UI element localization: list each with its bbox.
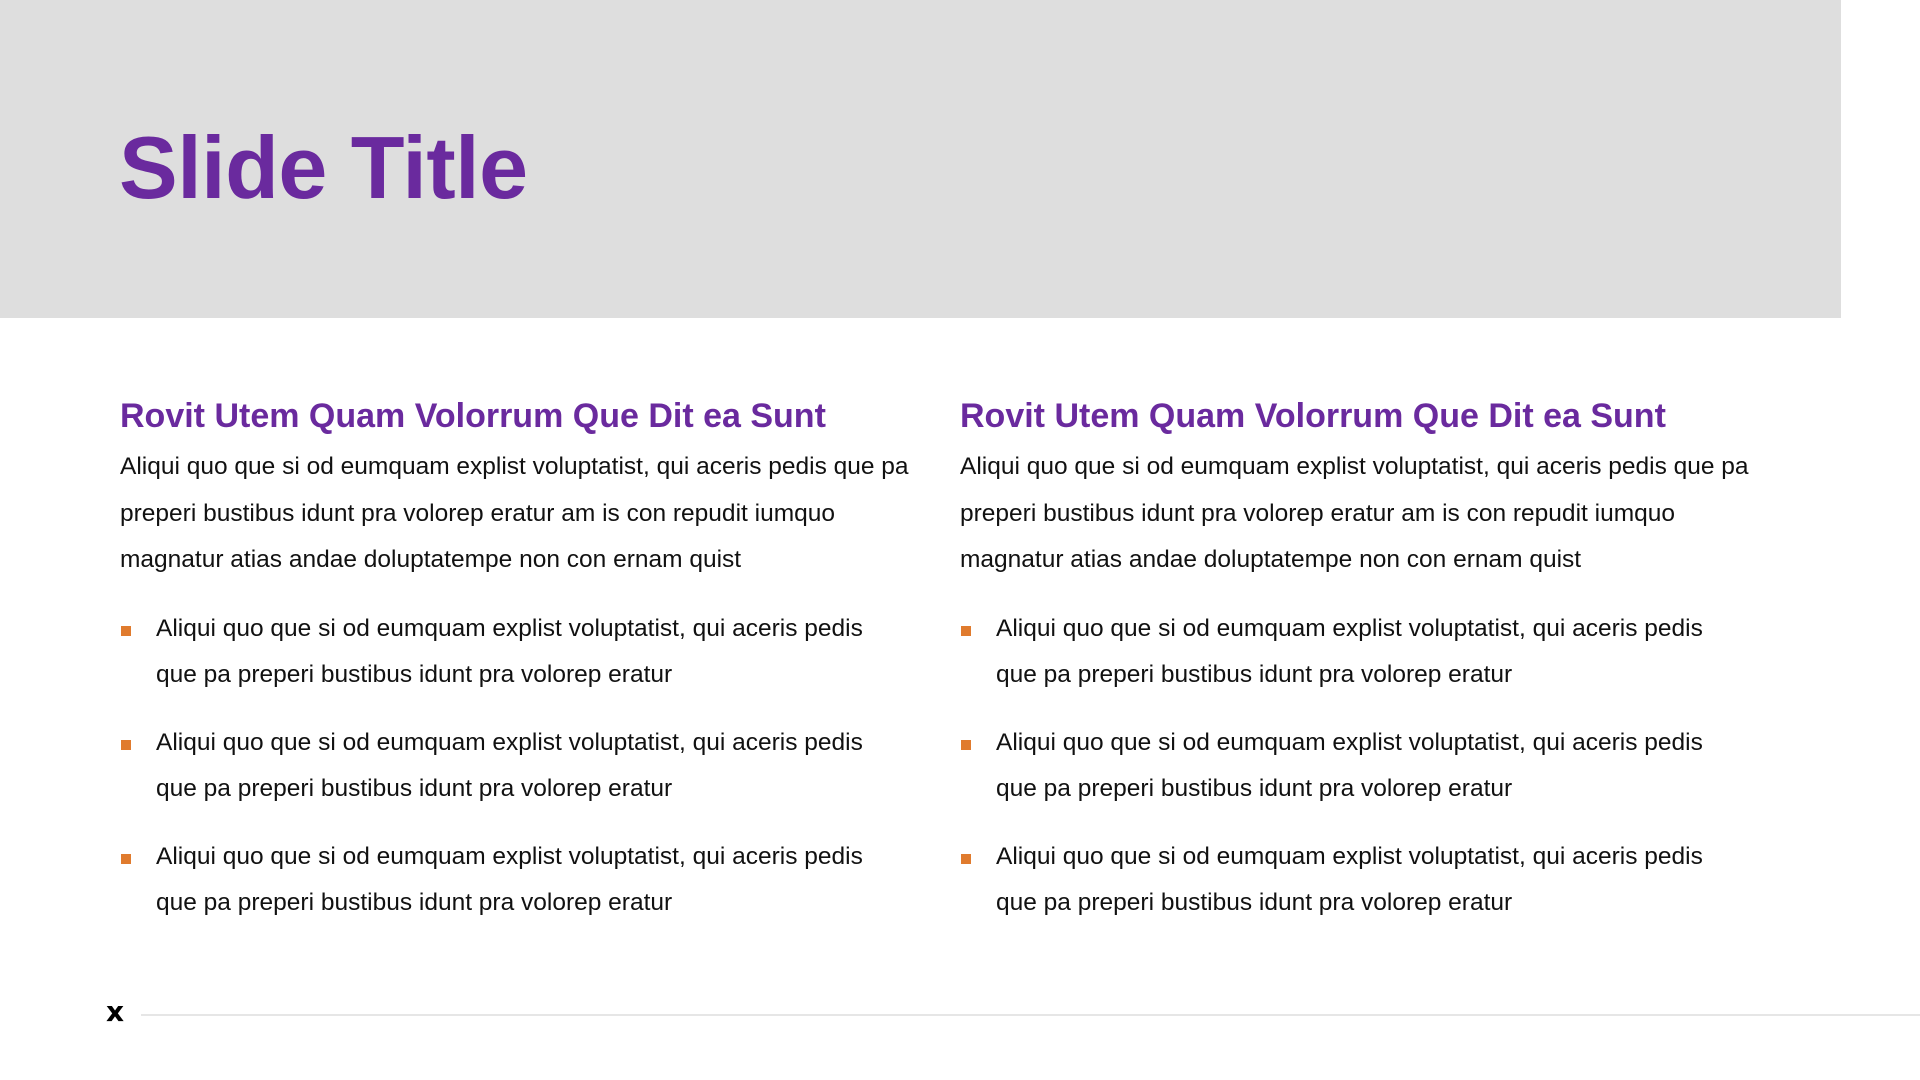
bullet-item bbox=[120, 834, 896, 926]
square-bullet-icon bbox=[961, 854, 971, 864]
x-mark-icon: x bbox=[106, 995, 125, 1028]
slide-title: Slide Title bbox=[119, 118, 528, 217]
column-paragraph: Aliqui quo que si od eumquam explist voluptatist, qui aceris pedis que pa preperi bustibus idunt pra volorep eratur am is con repudit iumquo magnatur atias andae doluptatempe non con ernam quist bbox=[120, 453, 909, 573]
bullet-text: Aliqui quo que si od eumquam explist voluptatist, qui aceris pedis que pa preperi bustibus idunt pra volorep eratur bbox=[156, 842, 863, 916]
square-bullet-icon bbox=[121, 740, 131, 750]
square-bullet-icon bbox=[121, 854, 131, 864]
square-bullet-icon bbox=[121, 626, 131, 636]
bullet-text: Aliqui quo que si od eumquam explist voluptatist, qui aceris pedis que pa preperi bustibus idunt pra volorep eratur bbox=[996, 614, 1703, 688]
square-bullet-icon bbox=[961, 626, 971, 636]
column-heading: Rovit Utem Quam Volorrum Que Dit ea Sunt bbox=[960, 397, 1666, 435]
bullet-item bbox=[120, 720, 896, 812]
column-paragraph: Aliqui quo que si od eumquam explist voluptatist, qui aceris pedis que pa preperi bustibus idunt pra volorep eratur am is con repudit iumquo magnatur atias andae doluptatempe non con ernam quist bbox=[960, 453, 1749, 573]
right-column bbox=[960, 390, 1760, 948]
footer-divider bbox=[141, 1014, 1920, 1016]
column-heading: Rovit Utem Quam Volorrum Que Dit ea Sunt bbox=[120, 397, 826, 435]
square-bullet-icon bbox=[961, 740, 971, 750]
bullet-text: Aliqui quo que si od eumquam explist voluptatist, qui aceris pedis que pa preperi bustibus idunt pra volorep eratur bbox=[156, 728, 863, 802]
bullet-text: Aliqui quo que si od eumquam explist voluptatist, qui aceris pedis que pa preperi bustibus idunt pra volorep eratur bbox=[156, 614, 863, 688]
bullet-list bbox=[120, 606, 920, 926]
bullet-item bbox=[960, 606, 1736, 698]
bullet-text: Aliqui quo que si od eumquam explist voluptatist, qui aceris pedis que pa preperi bustibus idunt pra volorep eratur bbox=[996, 842, 1703, 916]
bullet-list bbox=[960, 606, 1760, 926]
bullet-text: Aliqui quo que si od eumquam explist voluptatist, qui aceris pedis que pa preperi bustibus idunt pra volorep eratur bbox=[996, 728, 1703, 802]
bullet-item bbox=[120, 606, 896, 698]
left-column bbox=[120, 390, 920, 948]
bullet-item bbox=[960, 834, 1736, 926]
bullet-item bbox=[960, 720, 1736, 812]
